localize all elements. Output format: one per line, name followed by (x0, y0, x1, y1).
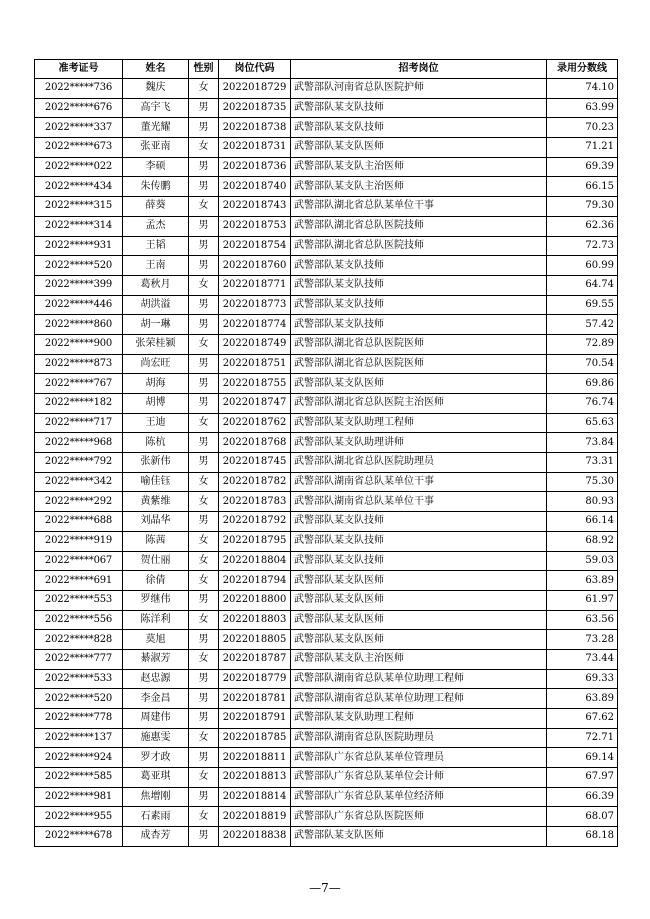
results-table (34, 59, 618, 847)
cell-name: 张亚南 (123, 138, 189, 158)
cell-position: 武警部队某支队医师 (291, 138, 547, 158)
header-gender: 性别 (189, 60, 219, 79)
cell-gender: 女 (189, 472, 219, 492)
cell-position-code: 2022018747 (219, 394, 291, 414)
cell-position-code: 2022018794 (219, 571, 291, 591)
cell-exam-id: 2022*****676 (35, 98, 123, 118)
cell-gender: 女 (189, 768, 219, 788)
cell-position-code: 2022018740 (219, 177, 291, 197)
cell-position-code: 2022018783 (219, 492, 291, 512)
cell-score: 67.62 (547, 709, 618, 729)
table-row (35, 768, 618, 788)
cell-score: 66.15 (547, 177, 618, 197)
cell-gender: 男 (189, 512, 219, 532)
cell-score: 70.54 (547, 354, 618, 374)
cell-exam-id: 2022*****900 (35, 334, 123, 354)
cell-gender: 男 (189, 630, 219, 650)
cell-score: 72.71 (547, 728, 618, 748)
cell-score: 71.21 (547, 138, 618, 158)
cell-name: 焦增刚 (123, 787, 189, 807)
cell-position-code: 2022018795 (219, 531, 291, 551)
table-row (35, 827, 618, 847)
cell-position: 武警部队某支队技师 (291, 98, 547, 118)
cell-position: 武警部队湖南省总队医院助理员 (291, 728, 547, 748)
cell-exam-id: 2022*****342 (35, 472, 123, 492)
cell-position: 武警部队湖南省总队某单位助理工程师 (291, 669, 547, 689)
cell-gender: 男 (189, 98, 219, 118)
cell-name: 高宇飞 (123, 98, 189, 118)
cell-position-code: 2022018838 (219, 827, 291, 847)
cell-position: 武警部队广东省总队某单位会计师 (291, 768, 547, 788)
cell-score: 73.84 (547, 433, 618, 453)
cell-name: 张荣桂颍 (123, 334, 189, 354)
cell-position: 武警部队某支队主治医师 (291, 649, 547, 669)
cell-position: 武警部队某支队医师 (291, 571, 547, 591)
cell-exam-id: 2022*****337 (35, 118, 123, 138)
table-row (35, 118, 618, 138)
cell-name: 莫旭 (123, 630, 189, 650)
cell-score: 63.56 (547, 610, 618, 630)
cell-gender: 女 (189, 807, 219, 827)
cell-position-code: 2022018792 (219, 512, 291, 532)
table-row (35, 79, 618, 99)
table-row (35, 177, 618, 197)
cell-gender: 女 (189, 610, 219, 630)
cell-position-code: 2022018814 (219, 787, 291, 807)
cell-score: 63.99 (547, 98, 618, 118)
header-exam-id: 准考证号 (35, 60, 123, 79)
cell-name: 喻佳钰 (123, 472, 189, 492)
cell-gender: 女 (189, 334, 219, 354)
table-row (35, 453, 618, 473)
cell-name: 刘晶华 (123, 512, 189, 532)
cell-position: 武警部队某支队助理讲师 (291, 433, 547, 453)
cell-name: 胡博 (123, 394, 189, 414)
cell-position: 武警部队某支队技师 (291, 531, 547, 551)
cell-position-code: 2022018762 (219, 413, 291, 433)
cell-score: 59.03 (547, 551, 618, 571)
cell-gender: 男 (189, 709, 219, 729)
cell-score: 66.39 (547, 787, 618, 807)
table-row (35, 295, 618, 315)
cell-score: 70.23 (547, 118, 618, 138)
cell-name: 胡一琳 (123, 315, 189, 335)
cell-position: 武警部队某支队医师 (291, 827, 547, 847)
cell-exam-id: 2022*****777 (35, 649, 123, 669)
cell-exam-id: 2022*****182 (35, 394, 123, 414)
cell-exam-id: 2022*****955 (35, 807, 123, 827)
cell-score: 75.30 (547, 472, 618, 492)
cell-name: 李金昌 (123, 689, 189, 709)
cell-position-code: 2022018749 (219, 334, 291, 354)
table-row (35, 531, 618, 551)
cell-exam-id: 2022*****968 (35, 433, 123, 453)
cell-exam-id: 2022*****315 (35, 197, 123, 217)
cell-position-code: 2022018754 (219, 236, 291, 256)
cell-exam-id: 2022*****688 (35, 512, 123, 532)
cell-position-code: 2022018800 (219, 590, 291, 610)
cell-gender: 男 (189, 216, 219, 236)
cell-gender: 男 (189, 787, 219, 807)
cell-position: 武警部队某支队技师 (291, 256, 547, 276)
cell-position-code: 2022018811 (219, 748, 291, 768)
cell-gender: 男 (189, 256, 219, 276)
cell-position-code: 2022018782 (219, 472, 291, 492)
cell-name: 董光耀 (123, 118, 189, 138)
cell-position: 武警部队某支队技师 (291, 295, 547, 315)
table-row (35, 571, 618, 591)
cell-position: 武警部队湖南省总队某单位助理工程师 (291, 689, 547, 709)
cell-name: 葛秋月 (123, 275, 189, 295)
cell-position-code: 2022018785 (219, 728, 291, 748)
cell-position-code: 2022018791 (219, 709, 291, 729)
cell-position-code: 2022018787 (219, 649, 291, 669)
table-row (35, 138, 618, 158)
cell-exam-id: 2022*****556 (35, 610, 123, 630)
cell-name: 綦淑芳 (123, 649, 189, 669)
cell-exam-id: 2022*****520 (35, 256, 123, 276)
cell-position: 武警部队广东省总队医院医师 (291, 807, 547, 827)
cell-gender: 男 (189, 689, 219, 709)
cell-position: 武警部队湖北省总队医院医师 (291, 354, 547, 374)
cell-gender: 女 (189, 728, 219, 748)
cell-score: 72.89 (547, 334, 618, 354)
cell-score: 64.74 (547, 275, 618, 295)
cell-name: 成杏芳 (123, 827, 189, 847)
table-row (35, 709, 618, 729)
cell-gender: 男 (189, 177, 219, 197)
cell-position-code: 2022018755 (219, 374, 291, 394)
header-row (35, 60, 618, 79)
table-row (35, 590, 618, 610)
cell-name: 胡海 (123, 374, 189, 394)
cell-gender: 女 (189, 531, 219, 551)
cell-score: 73.44 (547, 649, 618, 669)
cell-exam-id: 2022*****873 (35, 354, 123, 374)
cell-name: 石素雨 (123, 807, 189, 827)
cell-position-code: 2022018768 (219, 433, 291, 453)
table-row (35, 236, 618, 256)
cell-position: 武警部队某支队医师 (291, 590, 547, 610)
table-row (35, 256, 618, 276)
cell-position-code: 2022018753 (219, 216, 291, 236)
cell-position-code: 2022018731 (219, 138, 291, 158)
cell-score: 72.73 (547, 236, 618, 256)
table-row (35, 787, 618, 807)
table-row (35, 610, 618, 630)
table-row (35, 433, 618, 453)
cell-name: 赵忠源 (123, 669, 189, 689)
cell-position-code: 2022018779 (219, 669, 291, 689)
table-row (35, 669, 618, 689)
cell-gender: 女 (189, 138, 219, 158)
cell-position: 武警部队某支队助理工程师 (291, 413, 547, 433)
table-row (35, 728, 618, 748)
table-row (35, 551, 618, 571)
cell-position-code: 2022018805 (219, 630, 291, 650)
cell-position: 武警部队湖北省总队医院医师 (291, 334, 547, 354)
table-row (35, 807, 618, 827)
cell-position: 武警部队河南省总队医院护师 (291, 79, 547, 99)
cell-score: 62.36 (547, 216, 618, 236)
cell-exam-id: 2022*****767 (35, 374, 123, 394)
cell-exam-id: 2022*****292 (35, 492, 123, 512)
cell-score: 76.74 (547, 394, 618, 414)
cell-gender: 男 (189, 394, 219, 414)
cell-name: 王迪 (123, 413, 189, 433)
cell-gender: 男 (189, 748, 219, 768)
cell-name: 陈茜 (123, 531, 189, 551)
cell-exam-id: 2022*****553 (35, 590, 123, 610)
cell-position: 武警部队湖南省总队某单位干事 (291, 472, 547, 492)
cell-score: 69.14 (547, 748, 618, 768)
cell-score: 69.86 (547, 374, 618, 394)
cell-name: 施惠雯 (123, 728, 189, 748)
cell-exam-id: 2022*****828 (35, 630, 123, 650)
cell-exam-id: 2022*****924 (35, 748, 123, 768)
cell-score: 61.97 (547, 590, 618, 610)
cell-gender: 男 (189, 354, 219, 374)
cell-exam-id: 2022*****691 (35, 571, 123, 591)
table-row (35, 374, 618, 394)
cell-position-code: 2022018803 (219, 610, 291, 630)
cell-name: 李硕 (123, 157, 189, 177)
cell-position: 武警部队某支队主治医师 (291, 177, 547, 197)
cell-position: 武警部队某支队技师 (291, 551, 547, 571)
cell-name: 尚宏旺 (123, 354, 189, 374)
cell-name: 周建伟 (123, 709, 189, 729)
cell-position: 武警部队某支队技师 (291, 315, 547, 335)
cell-gender: 男 (189, 295, 219, 315)
cell-score: 69.55 (547, 295, 618, 315)
cell-name: 陈杭 (123, 433, 189, 453)
cell-gender: 女 (189, 649, 219, 669)
cell-position: 武警部队某支队技师 (291, 512, 547, 532)
cell-position-code: 2022018774 (219, 315, 291, 335)
cell-position: 武警部队某支队主治医师 (291, 157, 547, 177)
cell-gender: 女 (189, 275, 219, 295)
cell-exam-id: 2022*****314 (35, 216, 123, 236)
cell-exam-id: 2022*****022 (35, 157, 123, 177)
cell-exam-id: 2022*****860 (35, 315, 123, 335)
cell-score: 73.31 (547, 453, 618, 473)
cell-position-code: 2022018743 (219, 197, 291, 217)
cell-position: 武警部队湖北省总队医院技师 (291, 216, 547, 236)
cell-exam-id: 2022*****736 (35, 79, 123, 99)
cell-gender: 女 (189, 79, 219, 99)
cell-score: 74.10 (547, 79, 618, 99)
table-row (35, 354, 618, 374)
cell-exam-id: 2022*****931 (35, 236, 123, 256)
table-row (35, 512, 618, 532)
cell-name: 王南 (123, 256, 189, 276)
cell-name: 罗才政 (123, 748, 189, 768)
cell-name: 黄紫维 (123, 492, 189, 512)
table-row (35, 649, 618, 669)
cell-exam-id: 2022*****533 (35, 669, 123, 689)
cell-name: 胡洪溢 (123, 295, 189, 315)
table-row (35, 315, 618, 335)
header-name: 姓名 (123, 60, 189, 79)
cell-position-code: 2022018771 (219, 275, 291, 295)
cell-position: 武警部队某支队技师 (291, 275, 547, 295)
cell-gender: 女 (189, 551, 219, 571)
cell-score: 73.28 (547, 630, 618, 650)
cell-exam-id: 2022*****678 (35, 827, 123, 847)
table-row (35, 630, 618, 650)
cell-exam-id: 2022*****673 (35, 138, 123, 158)
cell-exam-id: 2022*****434 (35, 177, 123, 197)
cell-score: 68.18 (547, 827, 618, 847)
table-row (35, 394, 618, 414)
cell-exam-id: 2022*****919 (35, 531, 123, 551)
cell-position: 武警部队湖北省总队医院主治医师 (291, 394, 547, 414)
cell-gender: 男 (189, 590, 219, 610)
cell-score: 65.63 (547, 413, 618, 433)
cell-score: 69.33 (547, 669, 618, 689)
cell-exam-id: 2022*****778 (35, 709, 123, 729)
cell-gender: 男 (189, 118, 219, 138)
cell-name: 孟杰 (123, 216, 189, 236)
cell-position: 武警部队广东省总队某单位管理员 (291, 748, 547, 768)
cell-score: 79.30 (547, 197, 618, 217)
cell-position: 武警部队湖北省总队医院技师 (291, 236, 547, 256)
cell-score: 63.89 (547, 571, 618, 591)
cell-gender: 女 (189, 413, 219, 433)
cell-name: 徐倩 (123, 571, 189, 591)
cell-exam-id: 2022*****520 (35, 689, 123, 709)
cell-position-code: 2022018738 (219, 118, 291, 138)
cell-gender: 男 (189, 433, 219, 453)
table-row (35, 334, 618, 354)
cell-name: 贺仕丽 (123, 551, 189, 571)
cell-score: 66.14 (547, 512, 618, 532)
cell-position-code: 2022018736 (219, 157, 291, 177)
cell-gender: 女 (189, 197, 219, 217)
header-position-code: 岗位代码 (219, 60, 291, 79)
cell-score: 68.92 (547, 531, 618, 551)
cell-position: 武警部队湖北省总队医院助理员 (291, 453, 547, 473)
cell-gender: 男 (189, 236, 219, 256)
cell-gender: 男 (189, 374, 219, 394)
cell-name: 葛亚琪 (123, 768, 189, 788)
cell-position-code: 2022018735 (219, 98, 291, 118)
cell-position-code: 2022018804 (219, 551, 291, 571)
cell-gender: 男 (189, 827, 219, 847)
cell-exam-id: 2022*****446 (35, 295, 123, 315)
cell-position-code: 2022018819 (219, 807, 291, 827)
cell-name: 薛葵 (123, 197, 189, 217)
cell-position: 武警部队某支队医师 (291, 610, 547, 630)
page-number: —7— (309, 881, 341, 895)
cell-score: 68.07 (547, 807, 618, 827)
table-row (35, 413, 618, 433)
cell-name: 王韬 (123, 236, 189, 256)
cell-exam-id: 2022*****981 (35, 787, 123, 807)
table-row (35, 98, 618, 118)
cell-name: 魏庆 (123, 79, 189, 99)
cell-position-code: 2022018760 (219, 256, 291, 276)
cell-exam-id: 2022*****399 (35, 275, 123, 295)
cell-position: 武警部队某支队医师 (291, 374, 547, 394)
table-row (35, 748, 618, 768)
cell-exam-id: 2022*****137 (35, 728, 123, 748)
cell-position-code: 2022018781 (219, 689, 291, 709)
table-row (35, 492, 618, 512)
cell-score: 57.42 (547, 315, 618, 335)
table-row (35, 472, 618, 492)
cell-gender: 男 (189, 157, 219, 177)
cell-score: 69.39 (547, 157, 618, 177)
cell-gender: 男 (189, 453, 219, 473)
cell-gender: 男 (189, 669, 219, 689)
cell-name: 罗继伟 (123, 590, 189, 610)
cell-exam-id: 2022*****717 (35, 413, 123, 433)
table-row (35, 197, 618, 217)
header-position: 招考岗位 (291, 60, 547, 79)
cell-position: 武警部队某支队医师 (291, 630, 547, 650)
cell-score: 67.97 (547, 768, 618, 788)
header-score: 录用分数线 (547, 60, 618, 79)
table-row (35, 275, 618, 295)
table-row (35, 689, 618, 709)
cell-position-code: 2022018751 (219, 354, 291, 374)
cell-score: 60.99 (547, 256, 618, 276)
table-row (35, 157, 618, 177)
cell-gender: 女 (189, 571, 219, 591)
cell-position-code: 2022018813 (219, 768, 291, 788)
cell-name: 张新伟 (123, 453, 189, 473)
cell-position-code: 2022018745 (219, 453, 291, 473)
cell-position: 武警部队某支队技师 (291, 118, 547, 138)
cell-gender: 女 (189, 492, 219, 512)
cell-position: 武警部队广东省总队某单位经济师 (291, 787, 547, 807)
cell-position: 武警部队湖南省总队某单位干事 (291, 492, 547, 512)
cell-position-code: 2022018773 (219, 295, 291, 315)
cell-exam-id: 2022*****067 (35, 551, 123, 571)
cell-score: 63.89 (547, 689, 618, 709)
cell-score: 80.93 (547, 492, 618, 512)
cell-position: 武警部队某支队助理工程师 (291, 709, 547, 729)
cell-name: 陈洋利 (123, 610, 189, 630)
cell-gender: 男 (189, 315, 219, 335)
cell-position: 武警部队湖北省总队某单位干事 (291, 197, 547, 217)
cell-exam-id: 2022*****585 (35, 768, 123, 788)
table-row (35, 216, 618, 236)
cell-name: 朱传鹏 (123, 177, 189, 197)
cell-position-code: 2022018729 (219, 79, 291, 99)
cell-exam-id: 2022*****792 (35, 453, 123, 473)
